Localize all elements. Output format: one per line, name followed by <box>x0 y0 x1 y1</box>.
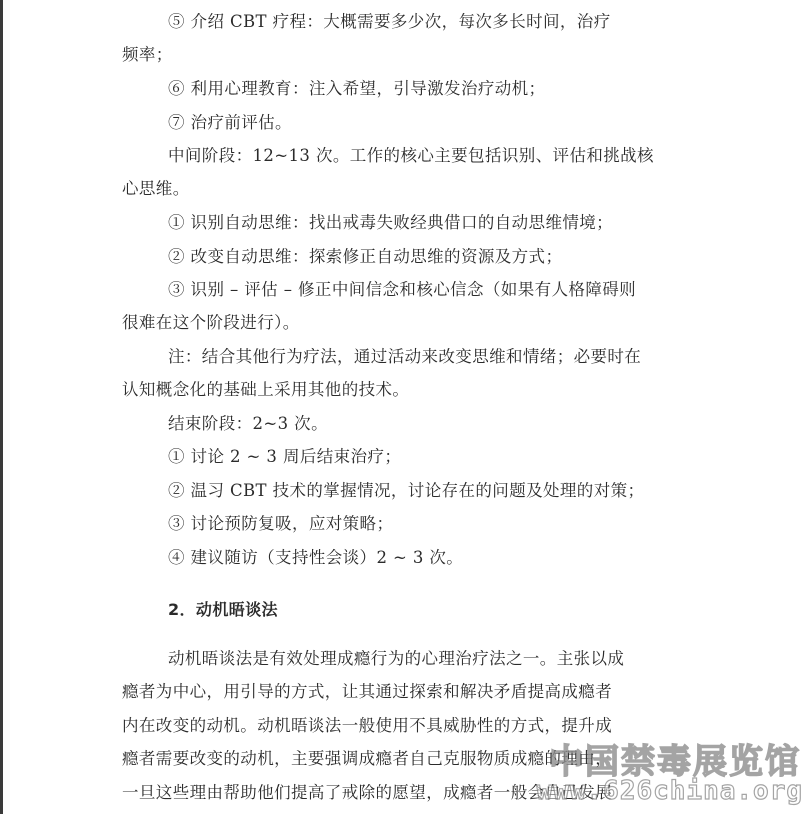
watermark-url: www.626china.org <box>536 776 803 806</box>
paragraph-line: 瘾者为中心，用引导的方式，让其通过探索和解决矛盾提高成瘾者 <box>122 682 613 701</box>
text-line: ⑥ 利用心理教育：注入希望，引导激发治疗动机； <box>168 79 546 98</box>
text-line: 中间阶段：12~13 次。工作的核心主要包括识别、评估和挑战核 <box>168 146 654 165</box>
text-line: ② 改变自动思维：探索修正自动思维的资源及方式； <box>168 247 563 266</box>
paragraph-line: 内在改变的动机。动机晤谈法一般使用不具威胁性的方式，提升成 <box>122 716 613 735</box>
watermark-title: 中国禁毒展览馆 <box>549 742 801 782</box>
text-line: ④ 建议随访（支持性会谈）2 ~ 3 次。 <box>168 548 464 567</box>
text-line: 心思维。 <box>122 179 190 198</box>
text-line: ⑦ 治疗前评估。 <box>168 113 292 132</box>
paragraph-line: 动机晤谈法是有效处理成瘾行为的心理治疗法之一。主张以成 <box>168 649 625 668</box>
paragraph-line: 一旦这些理由帮助他们提高了戒除的愿望，成瘾者一般会自己发展 <box>122 783 613 802</box>
text-line: 结束阶段：2~3 次。 <box>168 414 328 433</box>
text-line: 很难在这个阶段进行）。 <box>122 313 300 332</box>
text-line: ③ 讨论预防复吸，应对策略； <box>168 514 394 533</box>
text-line: 注：结合其他行为疗法，通过活动来改变思维和情绪；必要时在 <box>168 347 642 366</box>
paragraph-line: 瘾者需要改变的动机，主要强调成瘾者自己克服物质成瘾的理由， <box>122 749 613 768</box>
text-line: ① 讨论 2 ~ 3 周后结束治疗； <box>168 447 402 466</box>
text-line: ③ 识别 – 评估 – 修正中间信念和核心信念（如果有人格障碍则 <box>168 280 637 299</box>
text-line: ⑤ 介绍 CBT 疗程：大概需要多少次，每次多长时间，治疗 <box>168 12 611 31</box>
text-line: 认知概念化的基础上采用其他的技术。 <box>122 380 410 399</box>
text-line: ① 识别自动思维：找出戒毒失败经典借口的自动思维情境； <box>168 213 614 232</box>
text-line: 频率； <box>122 45 173 64</box>
section-heading: 2．动机晤谈法 <box>168 600 278 619</box>
text-line: ② 温习 CBT 技术的掌握情况，讨论存在的问题及处理的对策； <box>168 481 645 500</box>
page-edge-rule <box>0 0 3 814</box>
